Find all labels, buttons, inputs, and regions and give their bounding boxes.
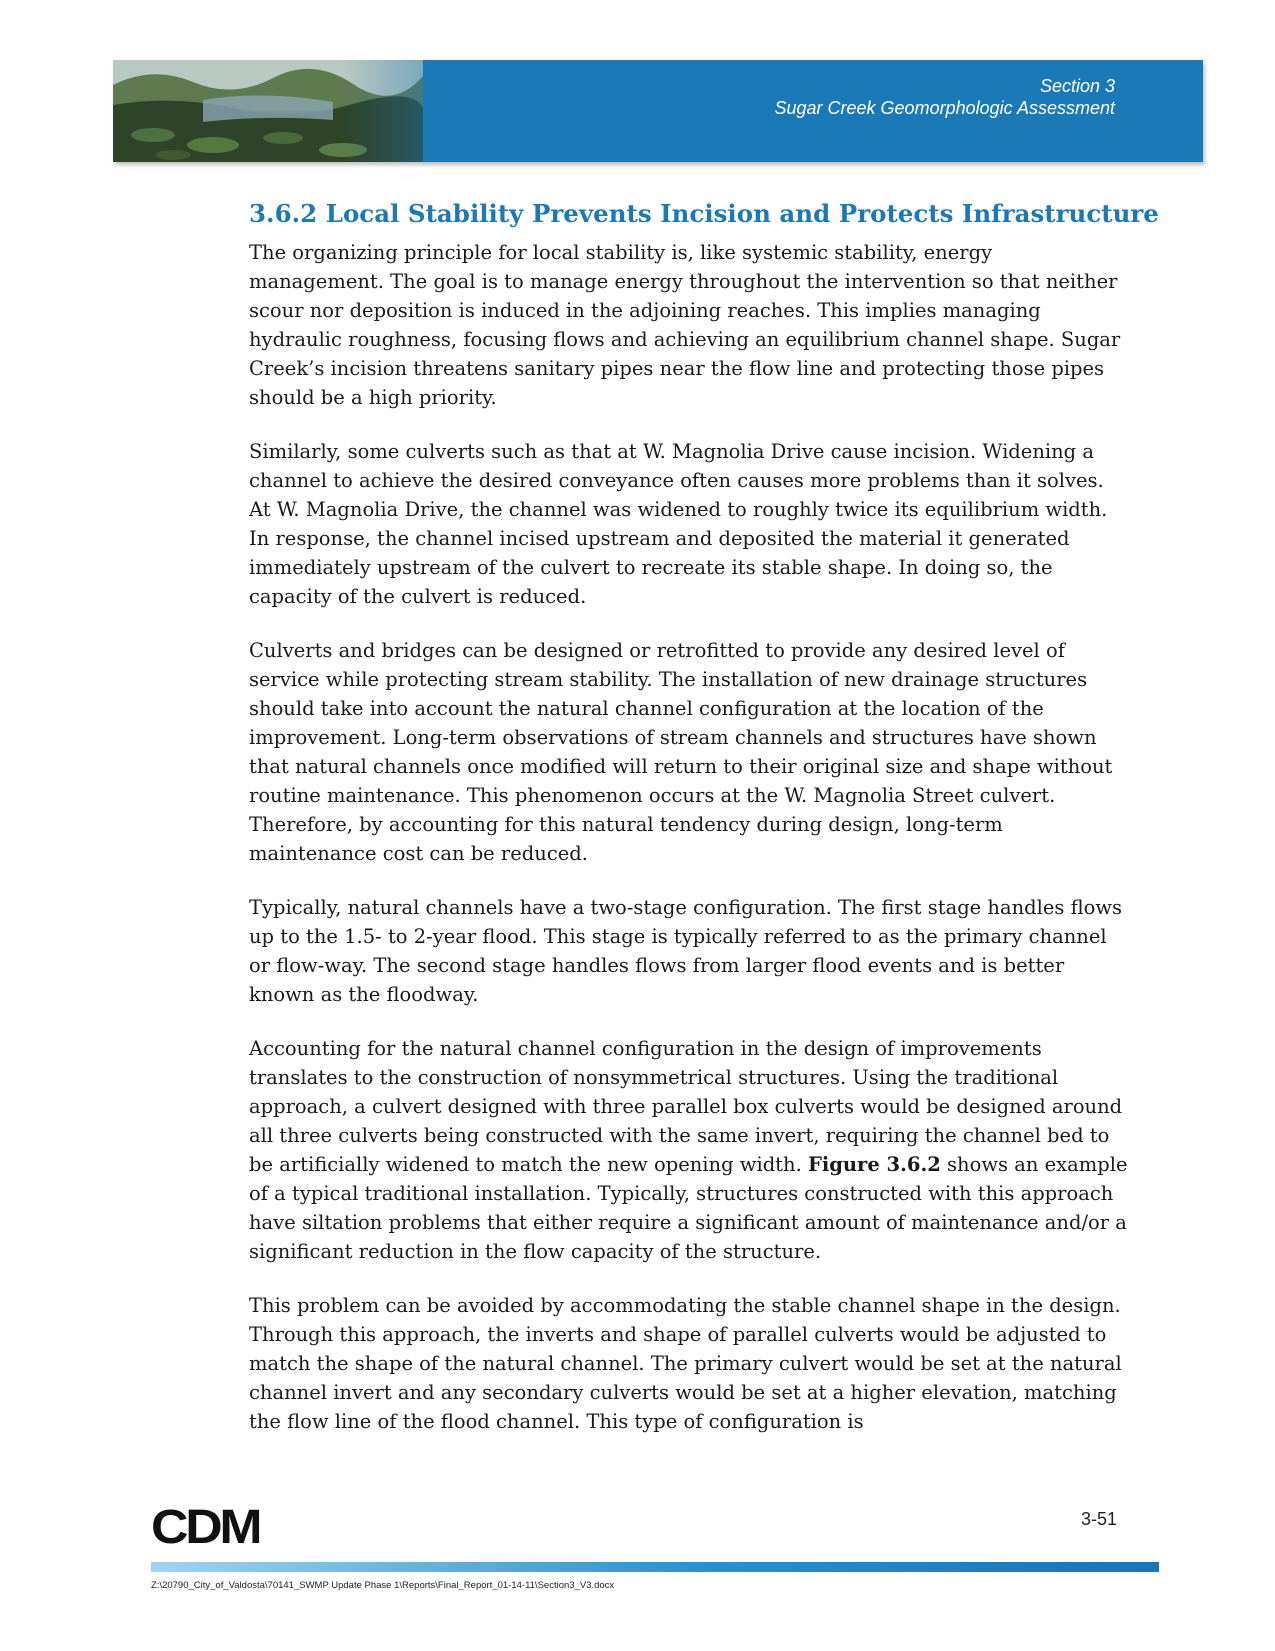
paragraph-3: Culverts and bridges can be designed or retrofitted to provide any desired level of service while protecting stream stability. The installation of new drainage structures should take into account the natural channel configuration at the location of the improvement. Long-term observations of stream channels and structures have shown that natural channels once modified will return to their original size and shape without routine maintenance. This phenomenon occurs at the W. Magnolia Street culvert. Therefore, by accounting for this natural tendency during design, long-term maintenance cost can be reduced. — [249, 639, 1113, 865]
paragraph-4: Typically, natural channels have a two-stage configuration. The first stage handles flows up to the 1.5- to 2-year flood. This stage is typically referred to as the primary channel or flow-way. The second stage handles flows from larger flood events and is better known as the floodway. — [249, 896, 1123, 1006]
page-header-banner — [113, 60, 1203, 162]
cdm-logo: CDM — [151, 1501, 260, 1554]
paragraph-5-text-after: shows an example of a typical traditional installation. Typically, structures constructed with this approach have siltation problems that either require a significant amount of maintenance and/or a significant reduction in the flow capacity of the structure. — [249, 1153, 1128, 1263]
paragraph-5 — [249, 1034, 1129, 1266]
footer-rule — [151, 1562, 1159, 1572]
header-section-label — [775, 75, 1116, 119]
paragraph-2: Similarly, some culverts such as that at W. Magnolia Drive cause incision. Widening a channel to achieve the desired conveyance often causes more problems than it solves. At W. Magnolia Drive, the channel was widened to roughly twice its equilibrium width. In response, the channel incised upstream and deposited the material it generated immediately upstream of the culvert to recreate its stable shape. In doing so, the capacity of the culvert is reduced. — [249, 440, 1108, 608]
header-photo-fade — [343, 60, 543, 162]
file-path: Z:\20790_City_of_Valdosta\70141_SWMP Update Phase 1\Reports\Final_Report_01-14-11\Section3_V3.docx — [151, 1580, 615, 1591]
page-number: 3-51 — [1080, 1509, 1117, 1529]
header-subtitle: Sugar Creek Geomorphologic Assessment — [774, 98, 1115, 118]
section-heading: 3.6.2 Local Stability Prevents Incision and Protects Infrastructure — [249, 199, 1159, 228]
paragraph-1: The organizing principle for local stability is, like systemic stability, energy management. The goal is to manage energy throughout the intervention so that neither scour nor deposition is induced in the adjoining reaches. This implies managing hydraulic roughness, focusing flows and achieving an equilibrium channel shape. Sugar Creek’s incision threatens sanitary pipes near the flow line and protecting those pipes should be a high priority. — [249, 241, 1121, 409]
header-section: Section 3 — [1039, 76, 1115, 96]
paragraph-6: This problem can be avoided by accommodating the stable channel shape in the design. Through this approach, the inverts and shape of parallel culverts would be adjusted to match the shape of the natural channel. The primary culvert would be set at the natural channel invert and any secondary culverts would be set at a higher elevation, matching the flow line of the flood channel. This type of configuration is — [249, 1294, 1122, 1433]
paragraph-5-text-before: Accounting for the natural channel configuration in the design of improvements translates to the construction of nonsymmetrical structures. Using the traditional approach, a culvert designed with three parallel box culverts would be designed around all three culverts being constructed with the same invert, requiring the channel bed to be artificially widened to match the new opening width. — [249, 1037, 1123, 1176]
document-body — [249, 238, 1129, 1461]
figure-reference: Figure 3.6.2 — [807, 1153, 941, 1176]
